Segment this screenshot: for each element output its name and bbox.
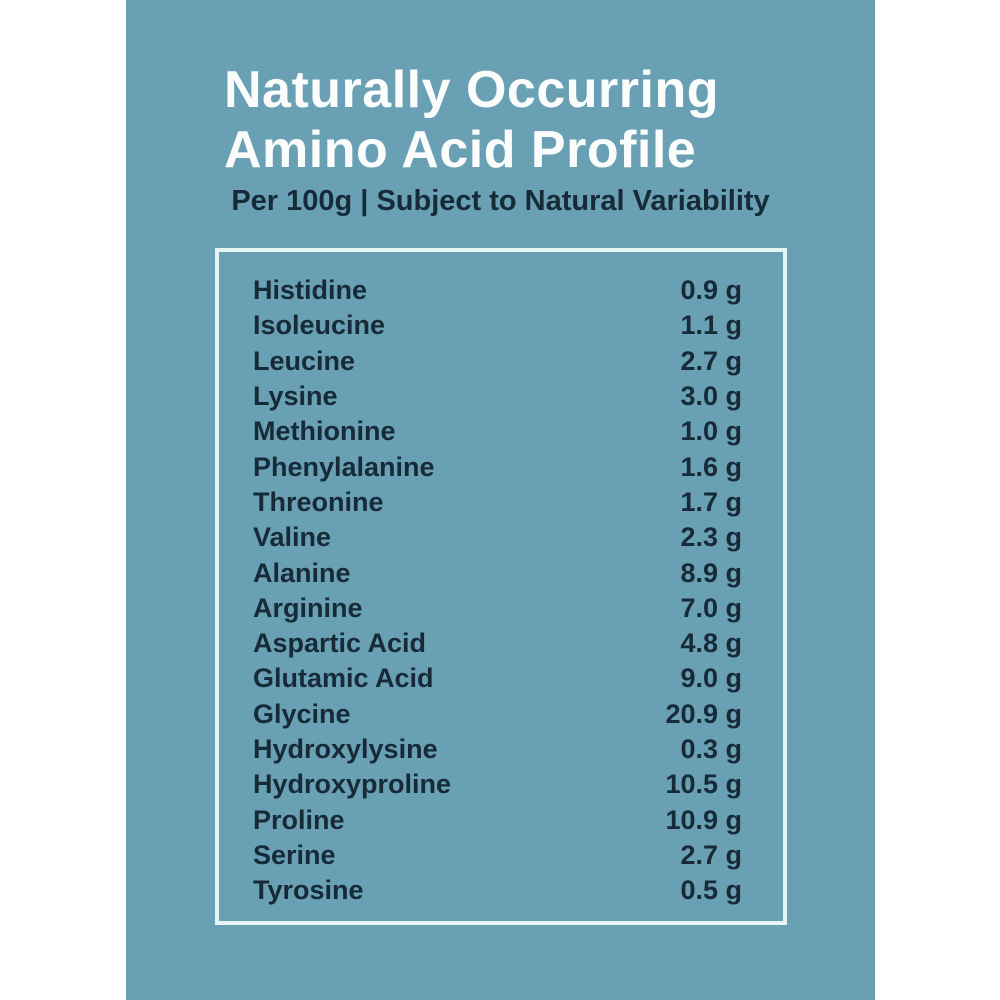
amino-name: Histidine (253, 275, 368, 306)
table-row (253, 308, 742, 343)
amino-value: 0.3 g (680, 734, 742, 764)
amino-value: 10.9 g (665, 804, 742, 835)
amino-name: Glycine (253, 698, 351, 729)
table-row (253, 379, 742, 414)
amino-value: 1.0 g (680, 416, 742, 447)
subtitle: Per 100g | Subject to Natural Variability (231, 185, 770, 217)
amino-value: 0.5 g (680, 875, 742, 906)
amino-name: Valine (253, 522, 332, 553)
amino-acid-table (215, 248, 787, 925)
table-row (253, 485, 742, 520)
table-row (253, 344, 742, 379)
table-row (253, 449, 742, 484)
amino-name: Tyrosine (253, 875, 364, 906)
amino-value: 1.6 g (680, 451, 742, 482)
amino-value: 2.7 g (680, 839, 742, 870)
label-panel (126, 0, 875, 1000)
table-row (253, 802, 742, 837)
table-row (253, 626, 742, 661)
amino-name: Aspartic Acid (253, 628, 427, 659)
amino-name: Serine (253, 839, 336, 870)
amino-value: 20.9 g (665, 698, 742, 729)
amino-name: Glutamic Acid (253, 663, 434, 694)
amino-value: 8.9 g (680, 557, 742, 588)
amino-value: 9.0 g (680, 663, 742, 694)
table-row (253, 838, 742, 873)
amino-value: 4.8 g (680, 628, 742, 659)
amino-name: Arginine (253, 592, 363, 623)
amino-value: 2.7 g (680, 345, 742, 376)
title-line-2: Amino Acid Profile (224, 121, 697, 179)
amino-name: Hydroxyproline (253, 769, 452, 800)
title-line-1: Naturally Occurring (224, 61, 719, 119)
amino-value: 2.3 g (680, 522, 742, 553)
table-row (253, 661, 742, 696)
table-row (253, 591, 742, 626)
amino-name: Methionine (253, 416, 396, 447)
amino-name: Isoleucine (253, 310, 386, 341)
amino-value: 10.5 g (665, 769, 742, 800)
table-row (253, 697, 742, 732)
amino-name: Phenylalanine (253, 451, 435, 482)
table-row (253, 414, 742, 449)
amino-name: Alanine (253, 557, 351, 588)
page-title (224, 60, 875, 180)
table-row (253, 873, 742, 908)
table-row (253, 767, 742, 802)
amino-name: Lysine (253, 381, 338, 412)
amino-name: Proline (253, 804, 345, 835)
amino-value: 0.9 g (680, 275, 742, 306)
amino-name: Hydroxylysine (253, 734, 438, 764)
amino-name: Leucine (253, 345, 356, 376)
amino-value: 7.0 g (680, 592, 742, 623)
table-row (253, 732, 742, 767)
table-row (253, 520, 742, 555)
amino-name: Threonine (253, 486, 384, 517)
table-row (253, 555, 742, 590)
amino-value: 3.0 g (680, 381, 742, 412)
amino-value: 1.7 g (680, 486, 742, 517)
amino-value: 1.1 g (680, 310, 742, 341)
table-row (253, 273, 742, 308)
